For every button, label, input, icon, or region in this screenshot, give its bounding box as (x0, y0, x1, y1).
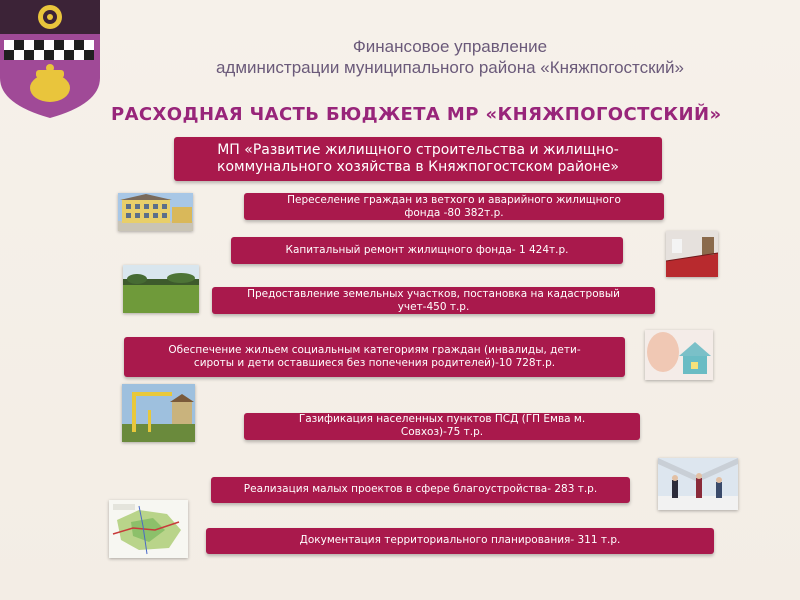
item-capital-repair (231, 237, 623, 264)
item-line2: фонда -80 382т.р. (404, 207, 504, 220)
land-field-photo (123, 265, 199, 313)
item-housing-social (124, 337, 625, 377)
item-line1: Газификация населенных пунктов ПСД (ГП Емва м. (298, 413, 586, 425)
item-small-projects (211, 477, 630, 503)
playground-people-photo (658, 458, 738, 510)
repair-interior-photo (666, 231, 718, 277)
coat-of-arms-emblem (0, 0, 100, 118)
header-org-line2: администрации муниципального района «Княжпогостский» (215, 58, 685, 77)
program-line1: МП «Развитие жилищного строительства и жилищно- (217, 141, 619, 158)
item-line2: сироты и дети оставшиеся без попечения родителей)-10 728т.р. (193, 357, 556, 369)
item-line1: Переселение граждан из ветхого и аварийного жилищного (287, 194, 621, 206)
territorial-map-photo (109, 500, 188, 558)
item-line2: Совхоз)-75 т.р. (400, 426, 484, 439)
item-resettlement (244, 193, 664, 220)
item-line2: учет-450 т.р. (397, 301, 470, 314)
program-box (174, 137, 662, 181)
item-gasification (244, 413, 640, 440)
page-title: РАСХОДНАЯ ЧАСТЬ БЮДЖЕТА МР «КНЯЖПОГОСТСКИЙ» (111, 104, 722, 125)
item-line1: Капитальный ремонт жилищного фонда- 1 424т.р. (285, 243, 569, 256)
item-territorial-planning (206, 528, 714, 554)
program-line2: коммунального хозяйства в Княжпогостском районе» (217, 159, 619, 175)
family-house-photo (645, 330, 713, 380)
item-line1: Обеспечение жильем социальным категориям граждан (инвалиды, дети- (168, 343, 581, 356)
apartment-building-photo (118, 193, 193, 231)
header-org-line1: Финансовое управление (352, 37, 548, 56)
item-line1: Документация территориального планирования- 311 т.р. (299, 534, 621, 547)
item-land-plots (212, 287, 655, 314)
item-line1: Реализация малых проектов в сфере благоустройства- 283 т.р. (243, 483, 598, 496)
item-line1: Предоставление земельных участков, постановка на кадастровый (247, 288, 620, 300)
gas-pipeline-photo (122, 384, 195, 442)
